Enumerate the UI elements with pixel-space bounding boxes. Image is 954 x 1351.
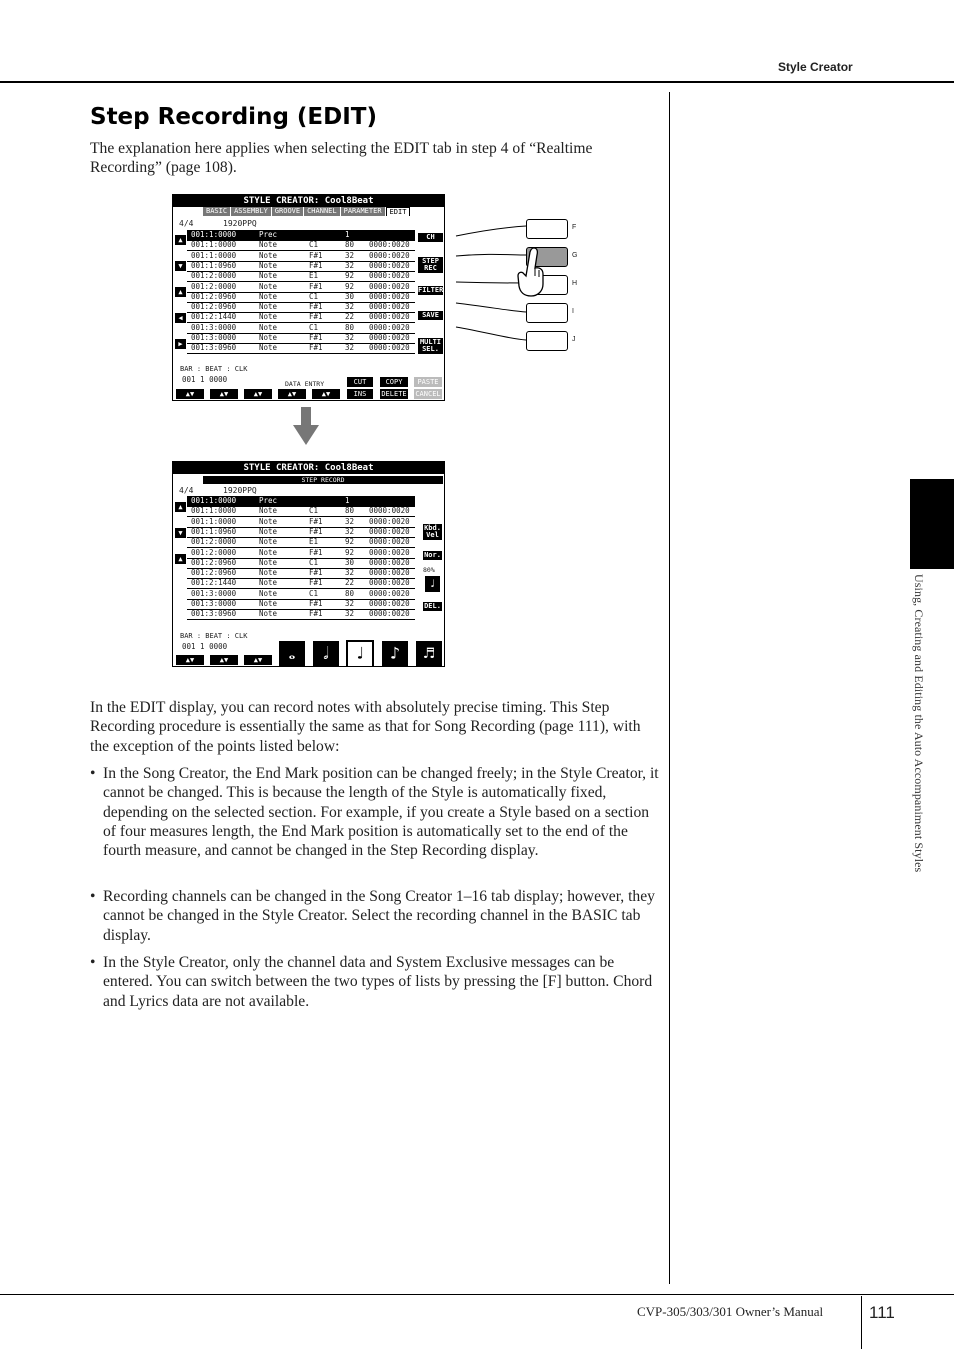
manual-name: CVP-305/303/301 Owner’s Manual: [637, 1304, 824, 1319]
quarter-note-icon[interactable]: ♩: [425, 576, 440, 592]
column-rule: [669, 92, 670, 1284]
table-cell: Note: [259, 588, 278, 598]
quarter-note-button[interactable]: ♩: [346, 640, 374, 667]
cut-button[interactable]: CUT: [347, 377, 373, 387]
table-cell: F#1: [309, 568, 323, 578]
table-cell: 0000:0020: [369, 312, 410, 322]
table-cell: 001:1:0000: [191, 496, 237, 505]
bullet-item: [90, 764, 662, 860]
table-cell: Note: [259, 609, 278, 619]
step-record-screen: [172, 461, 445, 667]
bullet-text: Recording channels can be changed in the Song Creator 1–16 tab display; however, they cannot be changed in the Style Creator. Select the recording channel in the BASIC tab display.: [103, 888, 655, 944]
copy-button[interactable]: COPY: [380, 377, 408, 387]
table-cell: 92: [345, 271, 355, 281]
gate-normal-button[interactable]: Nor.: [424, 551, 441, 559]
position-labels: BAR : BEAT : CLK: [180, 365, 248, 373]
bullet-mark: •: [90, 954, 96, 971]
table-cell: 1: [345, 496, 350, 505]
keyboard-velocity-button[interactable]: Kbd. Vel: [424, 524, 441, 539]
down-arrow-icon[interactable]: ▼: [175, 528, 186, 538]
table-cell: 32: [345, 599, 355, 608]
gate-time-value: 80%: [423, 566, 435, 574]
side-button-multi-sel-[interactable]: MULTI SEL.: [419, 338, 442, 353]
table-cell: F#1: [309, 343, 323, 353]
table-cell: 0000:0020: [369, 302, 410, 312]
table-cell: 001:2:0000: [191, 547, 237, 557]
table-cell: 32: [345, 516, 355, 526]
left-arrow-icon[interactable]: ◀: [175, 313, 186, 323]
table-cell: F#1: [309, 333, 323, 342]
position-labels: BAR : BEAT : CLK: [180, 632, 248, 640]
table-cell: Note: [259, 260, 278, 270]
table-cell: 001:3:0960: [191, 609, 237, 619]
panel-label-f: F: [572, 224, 577, 231]
tab-assembly[interactable]: ASSEMBLY: [231, 207, 272, 216]
table-row[interactable]: [187, 251, 415, 261]
table-cell: Prec: [259, 496, 278, 505]
table-row[interactable]: [187, 271, 415, 281]
panel-button-i[interactable]: [526, 303, 568, 323]
clock-updown-button[interactable]: ▲▼: [244, 655, 272, 665]
table-cell: 001:1:0000: [191, 230, 237, 239]
table-cell: 0000:0020: [369, 547, 410, 557]
table-cell: F#1: [309, 302, 323, 312]
table-cell: Note: [259, 250, 278, 260]
table-cell: 001:2:0960: [191, 568, 237, 578]
table-cell: Note: [259, 240, 278, 250]
edit-screen: [172, 194, 445, 401]
panel-label-j: J: [572, 336, 576, 343]
table-row[interactable]: [187, 240, 415, 250]
tab-groove[interactable]: GROOVE: [272, 207, 304, 216]
table-cell: 0000:0020: [369, 260, 410, 270]
table-cell: 22: [345, 578, 355, 588]
side-button-filter[interactable]: FILTER: [418, 286, 444, 294]
table-cell: 80: [345, 588, 355, 598]
right-arrow-icon[interactable]: ▶: [175, 339, 186, 349]
table-cell: Note: [259, 302, 278, 312]
table-row[interactable]: [187, 578, 415, 588]
tab-bar: [203, 207, 410, 216]
page-number: 111: [869, 1303, 895, 1322]
page-title: Step Recording (EDIT): [90, 104, 377, 130]
footer-divider: [861, 1296, 862, 1349]
table-cell: 0000:0020: [369, 271, 410, 281]
table-cell: Note: [259, 547, 278, 557]
table-cell: 0000:0020: [369, 557, 410, 567]
panel-button-j[interactable]: [526, 331, 568, 351]
table-cell: Note: [259, 322, 278, 332]
table-cell: C1: [309, 506, 319, 516]
table-cell: Note: [259, 516, 278, 526]
table-cell: 001:3:0000: [191, 322, 237, 332]
resolution: 1920PPQ: [223, 486, 257, 495]
table-cell: 001:1:0960: [191, 526, 237, 536]
table-cell: 92: [345, 281, 355, 291]
position-values: 001 1 0000: [182, 642, 228, 651]
table-cell: Note: [259, 333, 278, 342]
table-cell: 001:2:0960: [191, 302, 237, 312]
bullet-text: In the Style Creator, only the channel data and System Exclusive messages can be entered. You can switch between the two types of lists by pressing the [F] button. Chord and Lyrics data are not available.: [103, 954, 653, 1010]
table-row[interactable]: [187, 537, 415, 547]
table-row[interactable]: [187, 343, 415, 353]
table-cell: C1: [309, 322, 319, 332]
table-cell: Note: [259, 578, 278, 588]
screen-title: STYLE CREATOR: Cool8Beat: [173, 462, 444, 474]
table-cell: F#1: [309, 578, 323, 588]
bar-updown-button[interactable]: ▲▼: [176, 655, 204, 665]
panel-label-g: G: [572, 252, 578, 259]
tab-channel[interactable]: CHANNEL: [304, 207, 341, 216]
table-cell: 1: [345, 230, 350, 239]
table-cell: 32: [345, 526, 355, 536]
step-record-header: STEP RECORD: [203, 476, 443, 484]
table-cell: F#1: [309, 547, 323, 557]
table-cell: 0000:0020: [369, 322, 410, 332]
table-cell: Note: [259, 537, 278, 547]
table-cell: F#1: [309, 599, 323, 608]
table-cell: 0000:0020: [369, 526, 410, 536]
table-cell: 92: [345, 537, 355, 547]
time-signature: 4/4: [179, 486, 194, 495]
table-cell: 80: [345, 506, 355, 516]
table-cell: 001:2:0960: [191, 291, 237, 301]
table-cell: C1: [309, 240, 319, 250]
table-cell: 001:1:0000: [191, 250, 237, 260]
table-row[interactable]: [187, 302, 415, 312]
table-cell: 0000:0020: [369, 609, 410, 619]
tab-parameter[interactable]: PARAMETER: [341, 207, 386, 216]
table-cell: C1: [309, 291, 319, 301]
table-cell: 0000:0020: [369, 516, 410, 526]
up-arrow-icon[interactable]: ▲: [175, 502, 186, 512]
table-cell: 001:1:0000: [191, 516, 237, 526]
table-cell: F#1: [309, 526, 323, 536]
sixteenth-note-button[interactable]: ♬: [416, 641, 442, 667]
table-cell: 0000:0020: [369, 506, 410, 516]
table-cell: 32: [345, 260, 355, 270]
side-tab-text: Using, Creating and Editing the Auto Accompaniment Styles: [912, 574, 926, 873]
table-row[interactable]: [187, 261, 415, 271]
table-cell: 30: [345, 557, 355, 567]
table-cell: 32: [345, 343, 355, 353]
tab-basic[interactable]: BASIC: [203, 207, 231, 216]
table-cell: Note: [259, 281, 278, 291]
table-row[interactable]: [187, 312, 415, 322]
up-arrow-icon[interactable]: ▲: [175, 235, 186, 245]
table-cell: Note: [259, 312, 278, 322]
table-cell: 92: [345, 547, 355, 557]
intro-text: The explanation here applies when selecting the EDIT tab in step 4 of “Realtime Recording” (page 108).: [90, 140, 593, 177]
bullet-mark: •: [90, 888, 96, 905]
row-divider: [187, 353, 415, 354]
table-cell: 32: [345, 609, 355, 619]
table-cell: 0000:0020: [369, 578, 410, 588]
table-cell: Note: [259, 291, 278, 301]
table-cell: C1: [309, 557, 319, 567]
table-cell: 32: [345, 333, 355, 342]
pressing-hand-icon: [516, 246, 546, 298]
table-cell: Note: [259, 271, 278, 281]
table-cell: 0000:0020: [369, 568, 410, 578]
table-row[interactable]: [187, 589, 415, 599]
up-arrow-icon[interactable]: ▲: [175, 287, 186, 297]
table-row[interactable]: [187, 506, 415, 516]
table-row[interactable]: [187, 496, 415, 506]
tab-edit[interactable]: EDIT: [386, 207, 411, 216]
down-arrow-icon: [293, 407, 319, 445]
table-cell: F#1: [309, 516, 323, 526]
table-row[interactable]: [187, 333, 415, 343]
paragraph: In the EDIT display, you can record notes with absolutely precise timing. This Step Recording procedure is essentially the same as that for Song Recording (page 111), with the exception of the points listed below:: [90, 699, 641, 755]
table-cell: 001:2:0000: [191, 537, 237, 547]
whole-note-button[interactable]: 𝅝: [279, 641, 305, 667]
table-cell: Note: [259, 599, 278, 608]
table-cell: 0000:0020: [369, 588, 410, 598]
table-row[interactable]: [187, 282, 415, 292]
table-cell: 001:2:1440: [191, 312, 237, 322]
resolution: 1920PPQ: [223, 219, 257, 228]
delete-button[interactable]: DELETE: [381, 390, 407, 398]
table-row[interactable]: [187, 558, 415, 568]
table-cell: F#1: [309, 312, 323, 322]
table-cell: 0000:0020: [369, 343, 410, 353]
table-cell: 001:3:0000: [191, 599, 237, 608]
table-row[interactable]: [187, 230, 415, 240]
time-signature: 4/4: [179, 219, 194, 228]
half-note-button[interactable]: 𝅗𝅥: [313, 641, 339, 667]
table-cell: 001:2:1440: [191, 578, 237, 588]
panel-button-f[interactable]: [526, 219, 568, 239]
table-cell: 001:1:0000: [191, 240, 237, 250]
bar-updown-button[interactable]: ▲▼: [176, 389, 204, 399]
position-values: 001 1 0000: [182, 375, 228, 384]
table-cell: 0000:0020: [369, 333, 410, 342]
table-cell: E1: [309, 271, 319, 281]
table-cell: F#1: [309, 250, 323, 260]
event-list[interactable]: [187, 496, 415, 621]
data-entry-updown-button-2[interactable]: ▲▼: [312, 389, 340, 399]
table-row[interactable]: [187, 609, 415, 619]
table-cell: F#1: [309, 260, 323, 270]
clock-updown-button[interactable]: ▲▼: [244, 389, 272, 399]
side-button-step-rec[interactable]: STEP REC: [418, 257, 443, 273]
footer-rule: [0, 1294, 954, 1295]
table-cell: 001:2:0000: [191, 271, 237, 281]
panel-label-h: H: [572, 280, 578, 287]
cancel-button[interactable]: CANCEL: [415, 390, 441, 398]
table-cell: 32: [345, 302, 355, 312]
table-cell: Prec: [259, 230, 278, 239]
table-cell: 0000:0020: [369, 240, 410, 250]
table-cell: 0000:0020: [369, 599, 410, 608]
data-entry-updown-button[interactable]: ▲▼: [278, 389, 306, 399]
table-cell: 001:3:0000: [191, 333, 237, 342]
table-cell: Note: [259, 557, 278, 567]
eighth-note-button[interactable]: ♪: [382, 641, 408, 667]
panel-label-i: I: [572, 308, 574, 315]
bullet-item: [90, 953, 662, 1011]
down-arrow-icon[interactable]: ▼: [175, 261, 186, 271]
table-cell: 001:2:0960: [191, 557, 237, 567]
table-cell: 0000:0020: [369, 291, 410, 301]
table-cell: 32: [345, 250, 355, 260]
table-cell: 80: [345, 240, 355, 250]
table-cell: C1: [309, 588, 319, 598]
up-arrow-icon[interactable]: ▲: [175, 554, 186, 564]
row-divider: [187, 619, 415, 620]
ins-button[interactable]: INS: [347, 389, 373, 399]
bullet-item: [90, 887, 662, 945]
table-row[interactable]: [187, 292, 415, 302]
table-cell: E1: [309, 537, 319, 547]
table-cell: 001:3:0960: [191, 343, 237, 353]
table-cell: 001:2:0000: [191, 281, 237, 291]
table-cell: 001:1:0000: [191, 506, 237, 516]
delete-button[interactable]: DEL.: [424, 602, 441, 610]
table-cell: F#1: [309, 281, 323, 291]
table-row[interactable]: [187, 599, 415, 609]
running-header: Style Creator: [778, 60, 853, 74]
table-row[interactable]: [187, 527, 415, 537]
table-cell: Note: [259, 568, 278, 578]
table-cell: 80: [345, 322, 355, 332]
table-cell: F#1: [309, 609, 323, 619]
beat-updown-button[interactable]: ▲▼: [210, 655, 238, 665]
table-cell: 0000:0020: [369, 537, 410, 547]
table-cell: 0000:0020: [369, 281, 410, 291]
screen-title: STYLE CREATOR: Cool8Beat: [173, 195, 444, 207]
bullet-text: In the Song Creator, the End Mark position can be changed freely; in the Style Creator, it cannot be changed. This is because the length of the Style is automatically fixed, depending on the selected section. For example, if you create a Style based on a section of four measures length, the End Mark position is automatically set to the end of the fourth measure, and cannot be changed in the Step Recording display.: [103, 765, 659, 860]
bullet-mark: •: [90, 765, 96, 782]
side-button-save[interactable]: SAVE: [418, 311, 443, 320]
table-cell: Note: [259, 526, 278, 536]
table-row[interactable]: [187, 548, 415, 558]
table-cell: 0000:0020: [369, 250, 410, 260]
table-cell: 30: [345, 291, 355, 301]
table-row[interactable]: [187, 568, 415, 578]
event-list[interactable]: [187, 230, 415, 355]
table-row[interactable]: [187, 517, 415, 527]
table-cell: Note: [259, 343, 278, 353]
table-cell: 32: [345, 568, 355, 578]
table-cell: 001:1:0960: [191, 260, 237, 270]
side-button-ch[interactable]: CH: [418, 233, 443, 242]
table-cell: Note: [259, 506, 278, 516]
table-row[interactable]: [187, 323, 415, 333]
header-rule: [0, 81, 954, 83]
table-cell: 22: [345, 312, 355, 322]
paste-button[interactable]: PASTE: [414, 377, 442, 387]
table-cell: 001:3:0000: [191, 588, 237, 598]
section-tab: [910, 479, 954, 569]
beat-updown-button[interactable]: ▲▼: [210, 389, 238, 399]
data-entry-label: DATA ENTRY: [285, 380, 325, 388]
